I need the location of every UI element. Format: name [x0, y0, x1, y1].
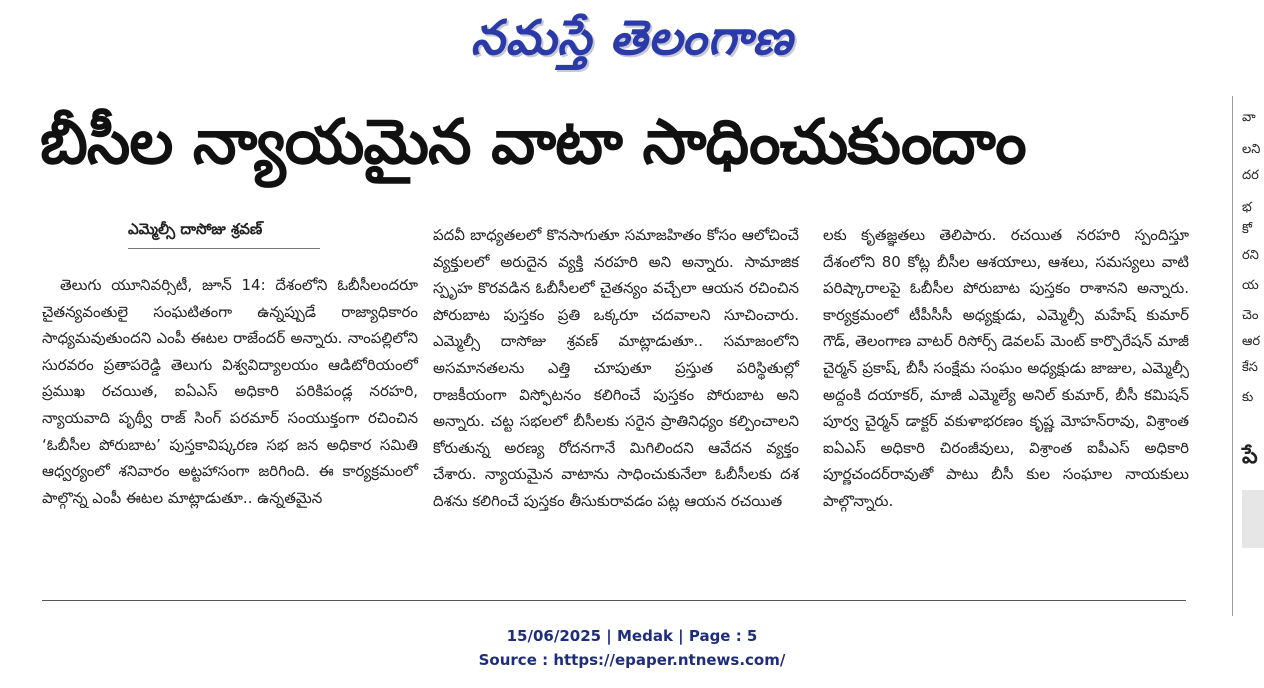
footer-source-link[interactable]: Source : https://epaper.ntnews.com/ — [478, 651, 786, 669]
side-fragment: రని — [1242, 248, 1259, 263]
side-fragment: కేస — [1242, 360, 1258, 375]
side-fragment: లని — [1242, 142, 1261, 157]
side-fragment: కో — [1242, 222, 1253, 237]
masthead-title: నమస్తే తెలంగాణ — [470, 10, 794, 66]
side-fragment: కు — [1242, 390, 1254, 405]
column-2-text: పదవీ బాధ్యతలలో కొనసాగుతూ సమాజహితం కోసం ఆలోచించే వ్యక్తులలో అరుదైన వ్యక్తి నరహరి అని అన్నారు. సామాజిక స్పృహ కొరవడిన ఓబీసీలలో చైతన్యం వచ్చేలా ఆయన రచించిన పోరుబాట పుస్తకం ప్రతి ఒక్కరూ చదవాలని సూచించారు. ఎమ్మెల్సీ దాసోజు శ్రవణ్ మాట్లాడుతూ.. సమాజంలోని అసమానతలను ఎత్తి చూపుతూ ప్రస్తుత పరిస్థితుల్లో రాజకీయంగా విస్ఫోటనం కలిగించే పుస్తకం పోరుబాట అని అన్నారు. చట్ట సభలలో బీసీలకు సరైన ప్రాతినిధ్యం కల్పించాలని కోరుతున్న అరణ్య రోదనగానే మిగిలిందని ఆవేదన వ్యక్తం చేశారు. న్యాయమైన వాటాను సాధించుకునేలా ఓబీసీలకు దశ దిశను కలిగించే పుస్తకం తీసుకురావడం పట్ల ఆయన రచయిత — [433, 226, 799, 510]
side-heading-fragment: పే — [1242, 444, 1258, 469]
adjacent-article-strip — [1232, 96, 1264, 616]
bottom-divider — [42, 600, 1186, 601]
side-fragment: య — [1242, 278, 1259, 293]
column-3-text: లకు కృతజ్ఞతలు తెలిపారు. రచయిత నరహరి స్పందిస్తూ దేశంలోని 80 కోట్ల బీసీల ఆశయాలు, ఆశలు, సమస్యలు వాటి పరిష్కారాలపై ఓబీసీల పోరుబాట పుస్తకం రాశానని అన్నారు. కార్యక్రమంలో టీపీసీసీ అధ్యక్షుడు, ఎమ్మెల్సీ మహేష్ కుమార్ గౌడ్, తెలంగాణ వాటర్ రిసోర్స్ డెవలప్ మెంట్ కార్పొరేషన్ మాజీ చైర్మన్ ప్రకాష్, బీసీ సంక్షేమ సంఘం అధ్యక్షుడు జాజుల, ఎమ్మెల్సీ అద్దంకి దయాకర్, మాజీ ఎమ్మెల్యే అనిల్ కుమార్, బీసీ కమిషన్ పూర్వ చైర్మన్ డాక్టర్ వకుళాభరణం కృష్ణ మోహన్‌రావు, విశ్రాంత ఐఏఎస్ అధికారి చిరంజీవులు, విశ్రాంత ఐపీఎస్ అధికారి పూర్ణచందర్‌రావుతో పాటు బీసీ కుల సంఘాల నాయకులు పాల్గొన్నారు. — [823, 226, 1189, 510]
side-fragment: భ — [1242, 200, 1252, 215]
article-column-2 — [433, 222, 799, 515]
footer-edition-info: 15/06/2025 | Medak | Page : 5 — [506, 627, 758, 645]
column-1-text: తెలుగు యూనివర్సిటీ, జూన్ 14: దేశంలోని ఓబీసీలందరూ చైతన్యవంతులై సంఘటితంగా ఉన్నప్పుడే రాజ్యాధికారం సాధ్యమవుతుందని ఎంపీ ఈటల రాజేందర్ అన్నారు. నాంపల్లిలోని సురవరం ప్రతాపరెడ్డి తెలుగు విశ్వవిద్యాలయం ఆడిటోరియంలో ప్రముఖ రచయిత, ఐఏఎస్ అధికారి పరికిపండ్ల నరహరి, న్యాయవాది పృథ్వీ రాజ్ సింగ్ పరమార్ సంయుక్తంగా రచించిన ‘ఓబీసీల పోరుబాట’ పుస్తకావిష్కరణ సభ జన అధికార సమితి ఆధ్వర్యంలో శనివారం అట్టహాసంగా జరిగింది. ఈ కార్యక్రమంలో పాల్గొన్న ఎంపీ ఈటల మాట్లాడుతూ.. ఉన్నతమైన — [42, 276, 418, 507]
headline: బీసీల న్యాయమైన వాటా సాధించుకుందాం — [40, 105, 1026, 178]
side-image-placeholder — [1242, 490, 1264, 548]
side-fragment: ఆర — [1242, 334, 1261, 349]
byline-underline — [128, 248, 320, 249]
side-fragment: వా — [1242, 110, 1256, 125]
column-divider — [1232, 96, 1233, 616]
article-column-1 — [42, 272, 418, 511]
article-column-3 — [823, 222, 1189, 515]
masthead — [0, 0, 1264, 80]
side-fragment: దర — [1242, 168, 1259, 183]
byline: ఎమ్మెల్సీ దాసోజు శ్రవణ్ — [128, 220, 263, 238]
side-fragment: చెం — [1242, 308, 1259, 323]
